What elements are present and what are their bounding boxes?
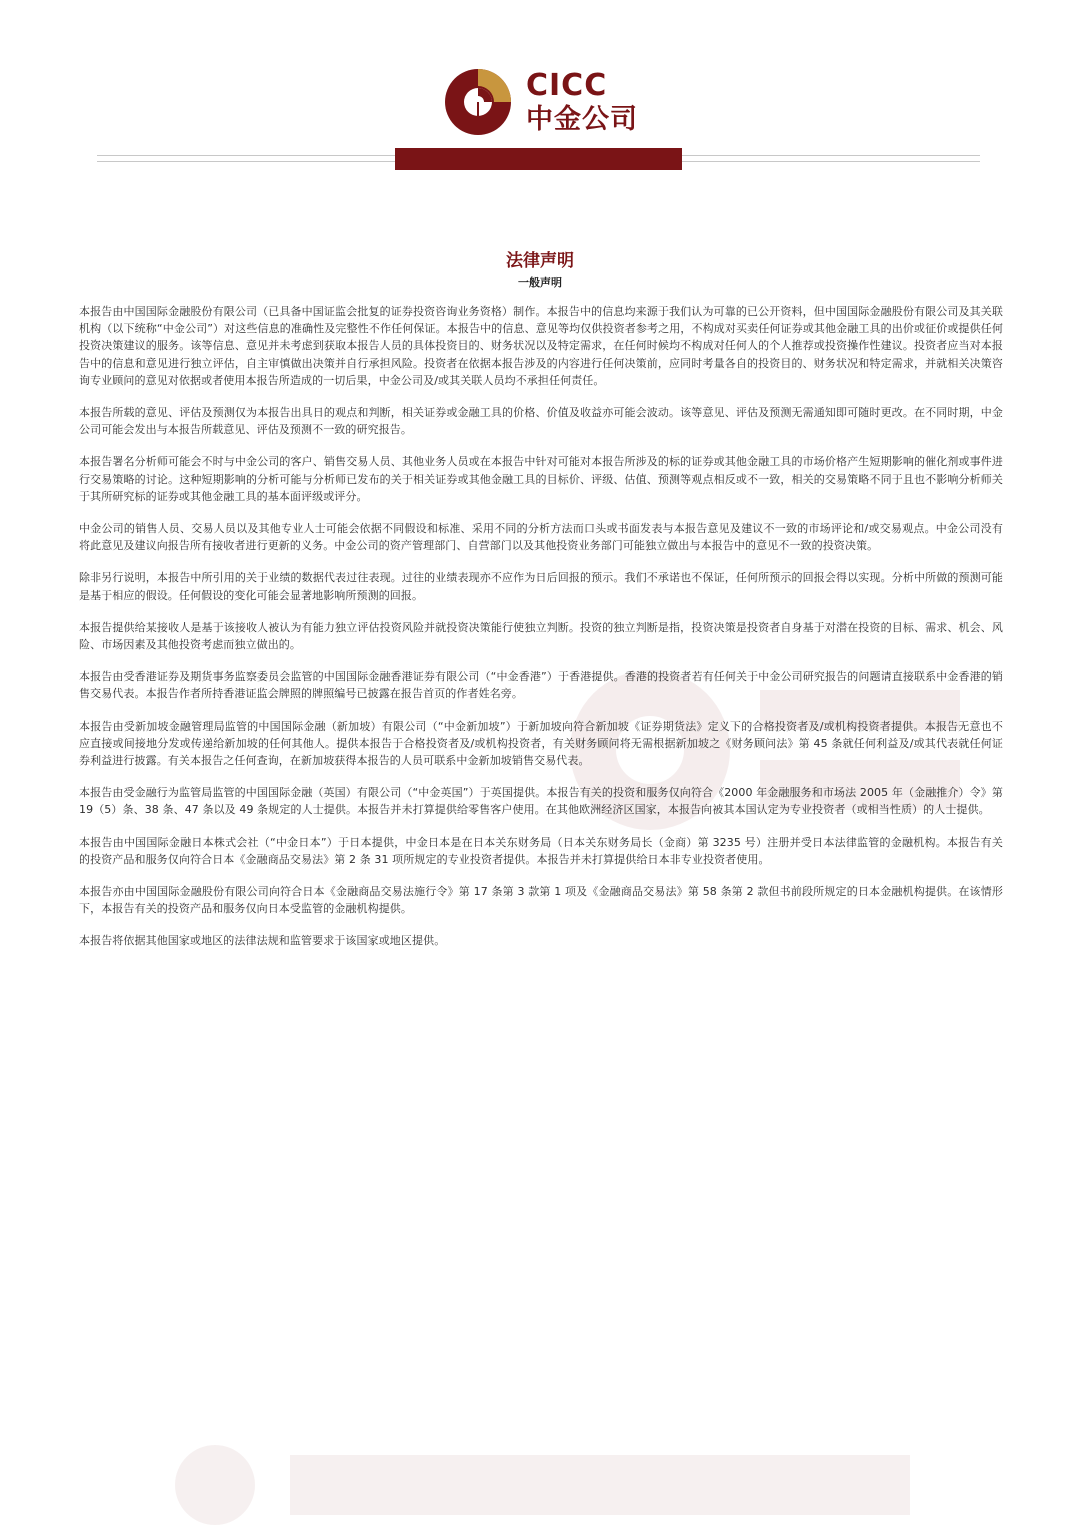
paragraph-united-kingdom: 本报告由受金融行为监管局监管的中国国际金融（英国）有限公司（“中金英国”）于英国提供。本报告有关的投资和服务仅向符合《2000 年金融服务和市场法 2005 年（金融推介）令》第 19（5）条、38 条、47 条以及 49 条规定的人士提供。本报告并未打算提供给零售客户使用。在其他欧洲经济区国家，本报告向被其本国认定为专业投资者（或相当性质）的人士提供。 [79,786,1003,817]
paragraph-japan-financial-institutions: 本报告亦由中国国际金融股份有限公司向符合日本《金融商品交易法施行令》第 17 条第 3 款第 1 项及《金融商品交易法》第 58 条第 2 款但书前段所规定的日本金融机构提供。在该情形下，本报告有关的投资产品和服务仅向日本受监管的金融机构提供。 [79,885,1003,916]
paragraph-opinions: 本报告所载的意见、评估及预测仅为本报告出具日的观点和判断，相关证券或金融工具的价格、价值及收益亦可能会波动。该等意见、评估及预测无需通知即可随时更改。在不同时期，中金公司可能会发出与本报告所载意见、评估及预测不一致的研究报告。 [79,406,1003,437]
brand-name-en: CICC [526,68,608,103]
paragraph-general-disclaimer: 本报告由中国国际金融股份有限公司（已具备中国证监会批复的证券投资咨询业务资格）制作。本报告中的信息均来源于我们认为可靠的已公开资料，但中国国际金融股份有限公司及其关联机构（以下统称“中金公司”）对这些信息的准确性及完整性不作任何保证。本报告中的信息、意见等均仅供投资者参考之用，不构成对买卖任何证券或其他金融工具的出价或征价或提供任何投资决策建议的服务。该等信息、意见并未考虑到获取本报告人员的具体投资目的、财务状况以及特定需求，在任何时候均不构成对任何人的个人推荐或投资操作性建议。投资者应当对本报告中的信息和意见进行独立评估，自主审慎做出决策并自行承担风险。投资者在依据本报告涉及的内容进行任何决策前，应同时考量各自的投资目的、财务状况和特定需求，并就相关决策咨询专业顾问的意见对依据或者使用本报告所造成的一切后果，中金公司及/或其关联人员均不承担任何责任。 [79,305,1003,387]
header-accent-bar [395,148,682,170]
cicc-logo-icon [444,68,512,136]
paragraph-other-jurisdictions: 本报告将依据其他国家或地区的法律法规和监管要求于该国家或地区提供。 [79,934,446,948]
section-subtitle: 一般声明 [518,276,562,289]
paragraph-sales-views: 中金公司的销售人员、交易人员以及其他专业人士可能会依据不同假设和标准、采用不同的分析方法而口头或书面发表与本报告意见及建议不一致的市场评论和/或交易观点。中金公司没有将此意见及建议向报告所有接收者进行更新的义务。中金公司的资产管理部门、自营部门以及其他投资业务部门可能独立做出与本报告中的意见不一致的投资决策。 [79,522,1003,553]
brand-name-cn: 中金公司 [526,104,638,135]
paragraph-analyst-discussions: 本报告署名分析师可能会不时与中金公司的客户、销售交易人员、其他业务人员或在本报告中针对可能对本报告所涉及的标的证券或其他金融工具的市场价格产生短期影响的催化剂或事件进行交易策略的讨论。这种短期影响的分析可能与分析师已发布的关于相关证券或其他金融工具的目标价、评级、估值、预测等观点相反或不一致，相关的交易策略不同于且也不影响分析师关于其所研究标的证券或其他金融工具的基本面评级或评分。 [79,455,1003,503]
legal-disclaimer-body [79,303,1003,950]
paragraph-independent-judgement: 本报告提供给某接收人是基于该接收人被认为有能力独立评估投资风险并就投资决策能行使独立判断。投资的独立判断是指，投资决策是投资者自身基于对潜在投资的目标、需求、机会、风险、市场因素及其他投资考虑而独立做出的。 [79,620,1003,652]
watermark-footer-icon [170,1440,930,1530]
paragraph-japan: 本报告由中国国际金融日本株式会社（“中金日本”）于日本提供，中金日本是在日本关东财务局（日本关东财务局长（金商）第 3235 号）注册并受日本法律监管的金融机构。本报告有关的投资产品和服务仅向符合日本《金融商品交易法》第 2 条 31 项所规定的专业投资者提供。本报告并未打算提供给日本非专业投资者使用。 [79,835,1003,866]
paragraph-hong-kong: 本报告由受香港证券及期货事务监察委员会监管的中国国际金融香港证券有限公司（“中金香港”）于香港提供。香港的投资者若有任何关于中金公司研究报告的问题请直接联系中金香港的销售交易代表。本报告作者所持香港证监会牌照的牌照编号已披露在报告首页的作者姓名旁。 [79,670,1003,701]
paragraph-singapore: 本报告由受新加坡金融管理局监管的中国国际金融（新加坡）有限公司（“中金新加坡”）于新加坡向符合新加坡《证券期货法》定义下的合格投资者及/或机构投资者提供。本报告无意也不应直接或间接地分发或传递给新加坡的任何其他人。提供本报告于合格投资者及/或机构投资者，有关财务顾问将无需根据新加坡之《财务顾问法》第 45 条就任何利益及/或其代表就任何证券利益进行披露。有关本报告之任何查询，在新加坡获得本报告的人员可联系中金新加坡销售交易代表。 [79,719,1003,768]
cicc-logo [444,64,644,140]
page-title: 法律声明 [506,251,574,271]
paragraph-past-performance: 除非另行说明，本报告中所引用的关于业绩的数据代表过往表现。过往的业绩表现亦不应作为日后回报的预示。我们不承诺也不保证，任何所预示的回报会得以实现。分析中所做的预测可能是基于相应的假设。任何假设的变化可能会显著地影响所预测的回报。 [79,571,1003,602]
